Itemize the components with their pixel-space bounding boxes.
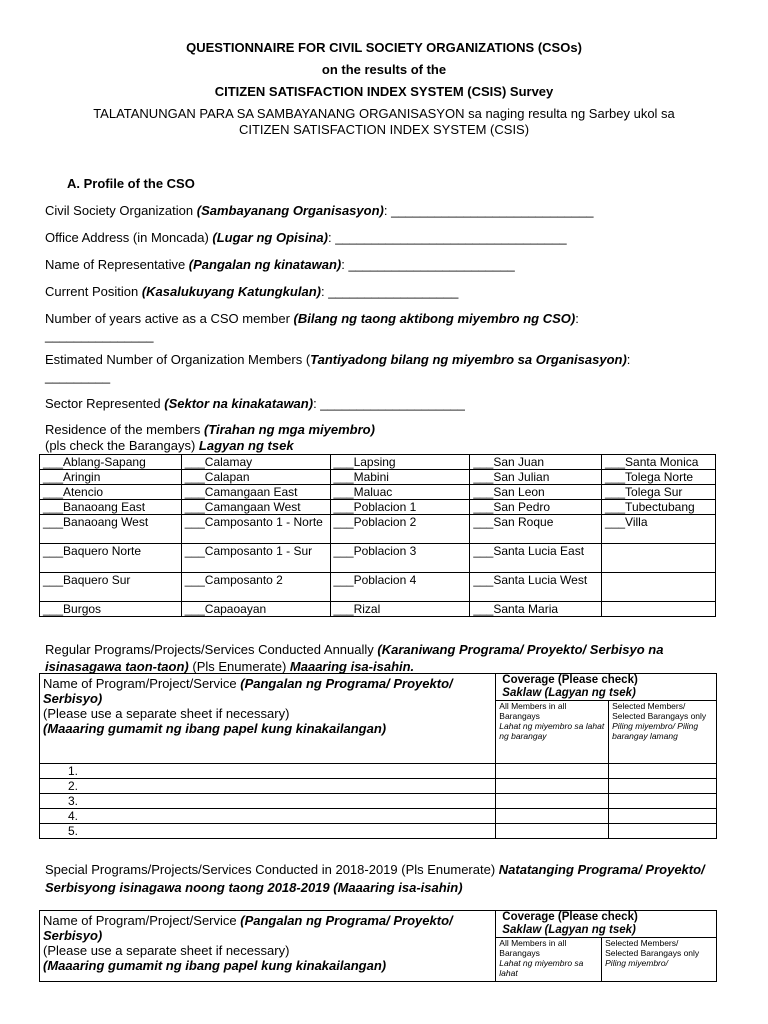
field-blank: : ________________________________ bbox=[327, 230, 567, 245]
residence-label bbox=[45, 422, 375, 437]
special-intro-en: Special Programs/Projects/Services Conducted in 2018-2019 (Pls Enumerate) bbox=[45, 862, 499, 877]
barangay-checkbox-cell[interactable]: ___Poblacion 3 bbox=[330, 544, 470, 573]
field-label: Sector Represented bbox=[45, 396, 165, 411]
regular-col1-note-tl: (Maaaring gumamit ng ibang papel kung kinakailangan) bbox=[43, 721, 387, 736]
regular-col1-tl: (Pangalan ng Programa/ Proyekto/ Serbisyo) bbox=[43, 676, 453, 706]
barangay-checkbox-cell[interactable]: ___Ablang-Sapang bbox=[40, 455, 182, 470]
regular-program-row bbox=[40, 824, 717, 839]
regular-program-row bbox=[40, 794, 717, 809]
special-programs-table bbox=[39, 910, 717, 982]
barangay-checkbox-cell[interactable]: ___Poblacion 4 bbox=[330, 573, 470, 602]
barangay-checkbox-cell[interactable]: ___Aringin bbox=[40, 470, 182, 485]
regular-all-members-check[interactable] bbox=[496, 794, 609, 809]
field-label-tl: (Lugar ng Opisina) bbox=[212, 230, 328, 245]
special-col1-tl: (Pangalan ng Programa/ Proyekto/ Serbisyo) bbox=[43, 913, 453, 943]
regular-name-header bbox=[40, 674, 496, 764]
barangay-checkbox-cell[interactable]: ___Camposanto 1 - Sur bbox=[181, 544, 330, 573]
field-blank: : bbox=[626, 352, 631, 367]
regular-program-row bbox=[40, 809, 717, 824]
regular-program-name-cell[interactable]: 1. bbox=[40, 764, 496, 779]
field-blank: : ____________________ bbox=[313, 396, 465, 411]
special-all-en: All Members in all Barangays bbox=[499, 938, 567, 958]
barangay-checkbox-cell bbox=[602, 544, 716, 573]
field-office-address[interactable] bbox=[45, 230, 567, 245]
field-label: Current Position bbox=[45, 284, 142, 299]
field-blank: : _______________________ bbox=[341, 257, 515, 272]
regular-coverage-header bbox=[496, 674, 717, 701]
field-blank: : __________________ bbox=[320, 284, 459, 299]
regular-program-name-cell[interactable]: 4. bbox=[40, 809, 496, 824]
regular-selected-members-check[interactable] bbox=[609, 809, 717, 824]
residence-instruction-en: (pls check the Barangays) bbox=[45, 438, 199, 453]
barangay-checkbox-cell[interactable]: ___Santa Maria bbox=[470, 602, 602, 617]
barangay-row bbox=[40, 573, 716, 602]
regular-all-en: All Members in all Barangays bbox=[499, 701, 567, 721]
regular-intro-tl2: Maaaring isa-isahin. bbox=[289, 659, 415, 674]
barangay-checkbox-cell[interactable]: ___Poblacion 1 bbox=[330, 500, 470, 515]
field-label: Office Address (in Moncada) bbox=[45, 230, 213, 245]
barangay-checkbox-cell[interactable]: ___Camposanto 2 bbox=[181, 573, 330, 602]
barangay-checkbox-cell[interactable]: ___Lapsing bbox=[330, 455, 470, 470]
barangay-row bbox=[40, 500, 716, 515]
regular-selected-members-check[interactable] bbox=[609, 794, 717, 809]
barangay-checkbox-cell[interactable]: ___Mabini bbox=[330, 470, 470, 485]
field-years-active[interactable] bbox=[45, 311, 579, 326]
barangay-checkbox-cell[interactable]: ___Burgos bbox=[40, 602, 182, 617]
regular-program-name-cell[interactable]: 3. bbox=[40, 794, 496, 809]
special-col1-note: (Please use a separate sheet if necessary) bbox=[43, 943, 290, 958]
regular-selected-members-header bbox=[609, 701, 717, 764]
barangay-checkbox-cell[interactable]: ___Poblacion 2 bbox=[330, 515, 470, 544]
field-label: Estimated Number of Organization Members ( bbox=[45, 352, 311, 367]
residence-instruction-tl: Lagyan ng tsek bbox=[198, 438, 294, 453]
field-current-position[interactable] bbox=[45, 284, 458, 299]
field-label-tl: (Bilang ng taong aktibong miyembro ng CSO) bbox=[293, 311, 576, 326]
barangay-checkbox-cell[interactable]: ___San Julian bbox=[470, 470, 602, 485]
barangay-table bbox=[39, 454, 716, 617]
regular-all-members-check[interactable] bbox=[496, 764, 609, 779]
regular-intro-tl: (Karaniwang Programa/ Proyekto/ Serbisyo na isinasagawa taon-taon) bbox=[45, 642, 664, 674]
field-label: Name of Representative bbox=[45, 257, 189, 272]
regular-intro-en2: (Pls Enumerate) bbox=[188, 659, 290, 674]
barangay-row bbox=[40, 470, 716, 485]
special-programs-intro bbox=[45, 861, 725, 897]
title-line-1: QUESTIONNAIRE FOR CIVIL SOCIETY ORGANIZATIONS (CSOs) bbox=[186, 40, 582, 55]
barangay-checkbox-cell[interactable]: ___Villa bbox=[602, 515, 716, 544]
field-cso-name[interactable] bbox=[45, 203, 594, 218]
regular-coverage-en: Coverage (Please check) bbox=[502, 674, 638, 686]
residence-label-tl: (Tirahan ng mga miyembro) bbox=[203, 422, 375, 437]
field-label-tl: (Sektor na kinakatawan) bbox=[164, 396, 314, 411]
section-a-title: A. Profile of the CSO bbox=[67, 176, 195, 191]
title-line-3: CITIZEN SATISFACTION INDEX SYSTEM (CSIS) Survey bbox=[214, 84, 554, 99]
barangay-checkbox-cell bbox=[602, 602, 716, 617]
regular-coverage-tl: Saklaw (Lagyan ng tsek) bbox=[502, 687, 636, 699]
residence-label-en: Residence of the members bbox=[45, 422, 204, 437]
field-label-tl: (Pangalan ng kinatawan) bbox=[188, 257, 342, 272]
residence-instruction bbox=[45, 438, 294, 453]
barangay-checkbox-cell[interactable]: ___Camposanto 1 - Norte bbox=[181, 515, 330, 544]
field-representative[interactable] bbox=[45, 257, 515, 272]
special-intro-tl: Natatanging Programa/ Proyekto/ Serbisyong isinagawa noong taong 2018-2019 (Maaaring isa-isahin) bbox=[45, 862, 705, 895]
barangay-checkbox-cell bbox=[602, 573, 716, 602]
field-label-tl: (Sambayanang Organisasyon) bbox=[196, 203, 384, 218]
title-line-2: on the results of the bbox=[321, 62, 447, 77]
regular-all-members-check[interactable] bbox=[496, 809, 609, 824]
barangay-checkbox-cell[interactable]: ___Santa Monica bbox=[602, 455, 716, 470]
special-all-tl: Lahat ng miyembro sa lahat bbox=[499, 958, 584, 978]
barangay-checkbox-cell[interactable]: ___Santa Lucia East bbox=[470, 544, 602, 573]
barangay-checkbox-cell[interactable]: ___Banaoang East bbox=[40, 500, 182, 515]
field-blank: : bbox=[575, 311, 579, 326]
field-member-count[interactable] bbox=[45, 352, 630, 367]
subtitle-line-1: TALATANUNGAN PARA SA SAMBAYANANG ORGANISASYON sa naging resulta ng Sarbey ukol sa bbox=[93, 106, 675, 121]
regular-program-name-cell[interactable]: 2. bbox=[40, 779, 496, 794]
regular-selected-members-check[interactable] bbox=[609, 779, 717, 794]
subtitle-line-2: CITIZEN SATISFACTION INDEX SYSTEM (CSIS) bbox=[238, 122, 530, 137]
barangay-row bbox=[40, 455, 716, 470]
field-label: Civil Society Organization bbox=[45, 203, 197, 218]
barangay-checkbox-cell[interactable]: ___Calapan bbox=[181, 470, 330, 485]
field-label-tl: (Kasalukuyang Katungkulan) bbox=[141, 284, 321, 299]
special-coverage-header bbox=[496, 911, 717, 938]
barangay-checkbox-cell[interactable]: ___San Juan bbox=[470, 455, 602, 470]
barangay-checkbox-cell[interactable]: ___Rizal bbox=[330, 602, 470, 617]
regular-col1-en: Name of Program/Project/Service bbox=[43, 676, 241, 691]
barangay-checkbox-cell[interactable]: ___Capaoayan bbox=[181, 602, 330, 617]
regular-program-name-cell[interactable]: 5. bbox=[40, 824, 496, 839]
regular-program-row bbox=[40, 764, 717, 779]
barangay-row bbox=[40, 515, 716, 544]
barangay-checkbox-cell[interactable]: ___Tolega Norte bbox=[602, 470, 716, 485]
regular-selected-members-check[interactable] bbox=[609, 764, 717, 779]
regular-sel-tl: Piling miyembro/ Piling barangay lamang bbox=[612, 721, 699, 741]
field-member-count-blank[interactable]: _________ bbox=[45, 369, 111, 384]
special-name-header bbox=[40, 911, 496, 982]
regular-all-members-header bbox=[496, 701, 609, 764]
regular-col1-note: (Please use a separate sheet if necessary) bbox=[43, 706, 290, 721]
field-blank: : ____________________________ bbox=[383, 203, 594, 218]
barangay-checkbox-cell[interactable]: ___San Leon bbox=[470, 485, 602, 500]
barangay-row bbox=[40, 602, 716, 617]
field-label-tl: Tantiyadong bilang ng miyembro sa Organisasyon) bbox=[310, 352, 627, 367]
barangay-checkbox-cell[interactable]: ___San Roque bbox=[470, 515, 602, 544]
regular-all-tl: Lahat ng miyembro sa lahat ng barangay bbox=[499, 721, 605, 741]
barangay-checkbox-cell[interactable]: ___Calamay bbox=[181, 455, 330, 470]
regular-intro-en: Regular Programs/Projects/Services Conducted Annually bbox=[45, 642, 378, 657]
barangay-row bbox=[40, 485, 716, 500]
barangay-checkbox-cell[interactable]: ___Tubectubang bbox=[602, 500, 716, 515]
barangay-checkbox-cell[interactable]: ___Banaoang West bbox=[40, 515, 182, 544]
barangay-checkbox-cell[interactable]: ___Atencio bbox=[40, 485, 182, 500]
barangay-checkbox-cell[interactable]: ___Maluac bbox=[330, 485, 470, 500]
barangay-checkbox-cell[interactable]: ___Camangaan East bbox=[181, 485, 330, 500]
special-col1-note-tl: (Maaaring gumamit ng ibang papel kung kinakailangan) bbox=[43, 958, 387, 973]
regular-all-members-check[interactable] bbox=[496, 824, 609, 839]
field-label: Number of years active as a CSO member bbox=[45, 311, 294, 326]
special-coverage-tl: Saklaw (Lagyan ng tsek) bbox=[502, 924, 636, 936]
barangay-checkbox-cell[interactable]: ___San Pedro bbox=[470, 500, 602, 515]
regular-programs-table bbox=[39, 673, 717, 839]
barangay-checkbox-cell[interactable]: ___Santa Lucia West bbox=[470, 573, 602, 602]
regular-sel-en: Selected Members/ Selected Barangays only bbox=[612, 701, 707, 721]
special-selected-members-header bbox=[602, 938, 717, 982]
regular-program-row bbox=[40, 779, 717, 794]
barangay-checkbox-cell[interactable]: ___Baquero Sur bbox=[40, 573, 182, 602]
special-coverage-en: Coverage (Please check) bbox=[502, 911, 638, 923]
special-sel-en: Selected Members/ Selected Barangays only bbox=[605, 938, 700, 958]
regular-selected-members-check[interactable] bbox=[609, 824, 717, 839]
special-all-members-header bbox=[496, 938, 602, 982]
field-sector[interactable] bbox=[45, 396, 465, 411]
barangay-checkbox-cell[interactable]: ___Camangaan West bbox=[181, 500, 330, 515]
barangay-checkbox-cell[interactable]: ___Baquero Norte bbox=[40, 544, 182, 573]
regular-all-members-check[interactable] bbox=[496, 779, 609, 794]
barangay-checkbox-cell[interactable]: ___Tolega Sur bbox=[602, 485, 716, 500]
field-years-active-blank[interactable]: _______________ bbox=[45, 328, 154, 343]
special-col1-en: Name of Program/Project/Service bbox=[43, 913, 241, 928]
regular-programs-intro bbox=[45, 641, 725, 675]
special-sel-tl: Piling miyembro/ bbox=[605, 958, 668, 968]
barangay-row bbox=[40, 544, 716, 573]
